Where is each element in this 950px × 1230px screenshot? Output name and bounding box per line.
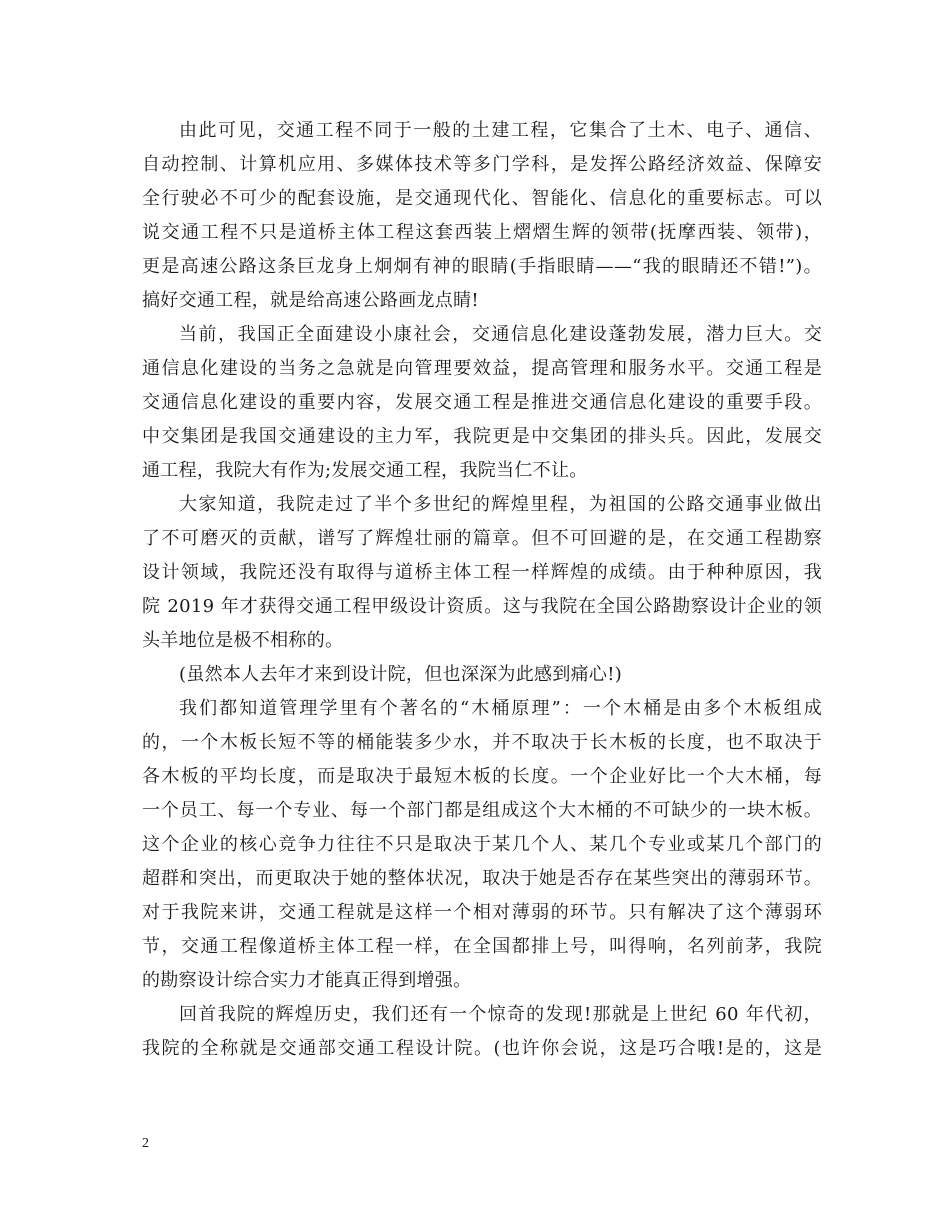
- text-line: 大家知道，我院走过了半个多世纪的辉煌里程，为祖国的公路交通事业做出: [179, 494, 822, 515]
- text-line: 设计领域，我院还没有取得与道桥主体工程一样辉煌的成绩。由于种种原因，我: [142, 562, 822, 583]
- paragraph-5: [142, 692, 822, 998]
- text-line: 全行驶必不可少的配套设施，是交通现代化、智能化、信息化的重要标志。可以: [142, 188, 822, 209]
- text-line: 我们都知道管理学里有个著名的“木桶原理”：一个木桶是由多个木板组成: [179, 698, 822, 719]
- text-line: 的勘察设计综合实力才能真正得到增强。: [142, 970, 472, 991]
- text-line: 节，交通工程像道桥主体工程一样，在全国都排上号，叫得响，名列前茅，我院: [142, 936, 822, 957]
- text-line: 中交集团是我国交通建设的主力军，我院更是中交集团的排头兵。因此，发展交: [142, 426, 822, 447]
- text-line: 说交通工程不只是道桥主体工程这套西装上熠熠生辉的领带(抚摩西装、领带)，: [142, 222, 822, 243]
- paragraph-3: [142, 488, 822, 658]
- text-line: 院 2019 年才获得交通工程甲级设计资质。这与我院在全国公路勘察设计企业的领: [142, 596, 822, 617]
- page-number: 2: [142, 1136, 149, 1151]
- text-line: 通工程，我院大有作为;发展交通工程，我院当仁不让。: [142, 460, 588, 481]
- text-line: 搞好交通工程，就是给高速公路画龙点睛!: [142, 290, 479, 311]
- text-line: 一个员工、每一个专业、每一个部门都是组成这个大木桶的不可缺少的一块木板。: [142, 800, 822, 821]
- text-line: 的，一个木板长短不等的桶能装多少水，并不取决于长木板的长度，也不取决于: [142, 732, 822, 753]
- paragraph-4: [142, 658, 822, 692]
- text-line: 我院的全称就是交通部交通工程设计院。(也许你会说，这是巧合哦!是的，这是: [142, 1038, 822, 1059]
- text-line: 由此可见，交通工程不同于一般的土建工程，它集合了土木、电子、通信、: [179, 120, 822, 141]
- text-line: 通信息化建设的当务之急就是向管理要效益，提高管理和服务水平。交通工程是: [142, 358, 822, 379]
- text-line: 更是高速公路这条巨龙身上炯炯有神的眼睛(手指眼睛——“我的眼睛还不错!”)。: [142, 256, 822, 277]
- paragraph-2: [142, 318, 822, 488]
- text-line: 对于我院来讲，交通工程就是这样一个相对薄弱的环节。只有解决了这个薄弱环: [142, 902, 822, 923]
- text-line: 头羊地位是极不相称的。: [142, 630, 344, 651]
- text-line: 各木板的平均长度，而是取决于最短木板的长度。一个企业好比一个大木桶，每: [142, 766, 822, 787]
- text-line: 了不可磨灭的贡献，谱写了辉煌壮丽的篇章。但不可回避的是，在交通工程勘察: [142, 528, 822, 549]
- text-line: (虽然本人去年才来到设计院，但也深深为此感到痛心!): [179, 664, 623, 685]
- paragraph-6: [142, 998, 822, 1066]
- text-line: 当前，我国正全面建设小康社会，交通信息化建设蓬勃发展，潜力巨大。交: [179, 324, 822, 345]
- document-body: [142, 114, 822, 1066]
- paragraph-1: [142, 114, 822, 318]
- text-line: 交通信息化建设的重要内容，发展交通工程是推进交通信息化建设的重要手段。: [142, 392, 822, 413]
- text-line: 自动控制、计算机应用、多媒体技术等多门学科，是发挥公路经济效益、保障安: [142, 154, 822, 175]
- text-line: 超群和突出，而更取决于她的整体状况，取决于她是否存在某些突出的薄弱环节。: [142, 868, 822, 889]
- text-line: 这个企业的核心竞争力往往不只是取决于某几个人、某几个专业或某几个部门的: [142, 834, 822, 855]
- text-line: 回首我院的辉煌历史，我们还有一个惊奇的发现!那就是上世纪 60 年代初，: [179, 1004, 822, 1025]
